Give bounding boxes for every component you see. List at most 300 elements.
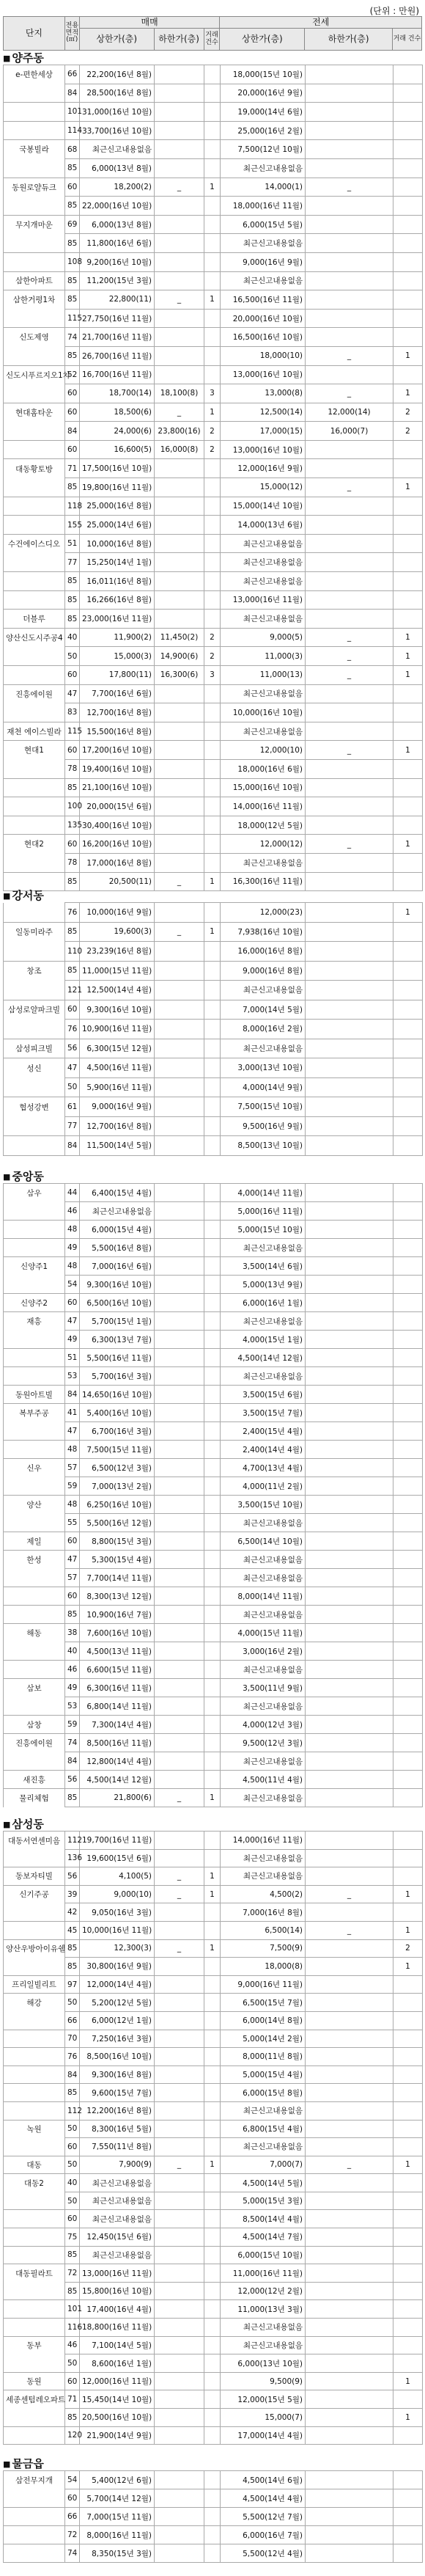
sale-high: 9,200(16년 10월)	[80, 252, 155, 271]
area: 48	[65, 1257, 80, 1276]
lease-high: 6,800(15년 4월)	[221, 2120, 306, 2138]
sale-count: 1	[204, 1867, 221, 1886]
lease-low	[306, 2544, 393, 2563]
sale-high: 7,300(14년 4월)	[80, 1716, 155, 1734]
lease-low	[306, 1661, 393, 1679]
lease-low: _	[306, 628, 393, 647]
table-row	[4, 1975, 423, 1994]
lease-low	[306, 778, 393, 797]
sale-high: 4,100(5)	[80, 1867, 155, 1886]
complex-name	[4, 1136, 65, 1156]
lease-high: 13,000(16년 11월)	[221, 590, 306, 610]
lease-count	[393, 1331, 423, 1349]
lease-count	[393, 2354, 423, 2373]
lease-count	[393, 2526, 423, 2544]
complex-name	[4, 1587, 65, 1606]
sale-high: 20,500(11)	[80, 872, 155, 891]
lease-count	[393, 572, 423, 591]
sale-high: 6,300(15년 12월)	[80, 1039, 155, 1058]
sale-high: 10,000(16년 11월)	[80, 1921, 155, 1939]
sale-count	[204, 1679, 221, 1697]
sale-high: 19,600(15년 6월)	[80, 1849, 155, 1867]
lease-high: 5,000(15년 4월)	[221, 2065, 306, 2084]
area: 115	[65, 722, 80, 741]
sale-count	[204, 65, 221, 84]
sale-high: 25,000(16년 8월)	[80, 497, 155, 516]
sale-count: 1	[204, 1789, 221, 1807]
lease-low	[306, 2246, 393, 2264]
lease-low	[306, 572, 393, 591]
square-bullet-icon: ■	[3, 1820, 11, 1829]
complex-name	[4, 1441, 65, 1459]
sale-high: 12,000(14년 4월)	[80, 1975, 155, 1994]
sale-low	[155, 778, 204, 797]
complex-name: 대동	[4, 2156, 65, 2174]
lease-high: 5,500(12년 4월)	[221, 2544, 306, 2563]
lease-count	[393, 553, 423, 572]
sale-count	[204, 610, 221, 629]
table-row	[4, 252, 423, 271]
complex-name	[4, 1367, 65, 1386]
complex-name	[4, 1958, 65, 1976]
sale-low	[155, 516, 204, 535]
lease-high: 최근신고내용없음	[221, 553, 306, 572]
sale-low	[155, 1832, 204, 1850]
sale-count	[204, 140, 221, 159]
lease-high: 최근신고내용없음	[221, 1606, 306, 1624]
lease-low	[306, 140, 393, 159]
sale-count	[204, 2192, 221, 2210]
sale-high: 15,450(14년 10월)	[80, 2390, 155, 2409]
complex-name	[4, 2426, 65, 2445]
complex-name: 진흥에이원	[4, 684, 65, 703]
lease-count	[393, 440, 423, 459]
sale-low: 18,100(8)	[155, 384, 204, 403]
area: 49	[65, 1679, 80, 1697]
lease-high: 5,000(15년 3월)	[221, 2192, 306, 2210]
table-row	[4, 872, 423, 891]
sale-count	[204, 1587, 221, 1606]
area: 85	[65, 271, 80, 290]
lease-count	[393, 1679, 423, 1697]
table-row	[4, 903, 423, 923]
section-title	[0, 1818, 425, 1831]
lease-low	[306, 590, 393, 610]
sale-high: 18,800(16년 11월)	[80, 2319, 155, 2337]
lease-low	[306, 2508, 393, 2526]
lease-count	[393, 121, 423, 140]
table-row	[4, 647, 423, 666]
sale-high: 22,000(16년 10월)	[80, 197, 155, 216]
lease-count	[393, 1459, 423, 1477]
sale-high: 17,200(16년 10월)	[80, 741, 155, 760]
sale-count	[204, 2011, 221, 2030]
lease-count	[393, 2048, 423, 2066]
lease-count	[393, 1994, 423, 2012]
sale-count	[204, 1386, 221, 1404]
sale-high: 17,500(16년 10월)	[80, 459, 155, 478]
lease-low	[306, 1136, 393, 1156]
lease-high: 최근신고내용없음	[221, 1661, 306, 1679]
sale-count	[204, 553, 221, 572]
sale-high: 11,200(15년 3월)	[80, 271, 155, 290]
sale-low	[155, 1752, 204, 1771]
complex-name	[4, 2101, 65, 2120]
area: 77	[65, 1116, 80, 1136]
lease-high: 8,000(11년 8월)	[221, 2048, 306, 2066]
lease-count	[393, 1697, 423, 1716]
area: 60	[65, 1532, 80, 1551]
section-1	[0, 889, 425, 1156]
lease-high: 15,000(16년 10월)	[221, 778, 306, 797]
section-0	[0, 51, 425, 891]
area: 85	[65, 478, 80, 497]
sale-count	[204, 215, 221, 234]
complex-name	[4, 158, 65, 178]
lease-count: 1	[393, 346, 423, 365]
table-row	[4, 703, 423, 722]
sale-count	[204, 2471, 221, 2489]
complex-name	[4, 942, 65, 962]
area: 68	[65, 140, 80, 159]
sale-count	[204, 1734, 221, 1752]
sale-count	[204, 2372, 221, 2390]
complex-name	[4, 103, 65, 122]
lease-count	[393, 1422, 423, 1441]
area: 112	[65, 1832, 80, 1850]
lease-high: 18,000(15년 10월)	[221, 65, 306, 84]
lease-low: _	[306, 835, 393, 854]
lease-count	[393, 2471, 423, 2489]
complex-name: 삼창	[4, 1716, 65, 1734]
lease-low	[306, 1404, 393, 1422]
lease-count: 1	[393, 741, 423, 760]
lease-high: 최근신고내용없음	[221, 271, 306, 290]
lease-count	[393, 1975, 423, 1994]
complex-name	[4, 252, 65, 271]
header-sale-high: 상한가(층)	[79, 29, 154, 51]
lease-low	[306, 2300, 393, 2319]
lease-high: 3,000(16년 2월)	[221, 1642, 306, 1661]
sale-high: 9,050(16년 3월)	[80, 1903, 155, 1922]
sale-low	[155, 234, 204, 253]
sale-high: 7,100(14년 5월)	[80, 2336, 155, 2354]
table-row	[4, 516, 423, 535]
lease-count	[393, 1716, 423, 1734]
sale-high: 8,800(15년 3월)	[80, 1532, 155, 1551]
lease-high: 20,000(16년 9월)	[221, 84, 306, 103]
lease-high: 최근신고내용없음	[221, 2319, 306, 2337]
sale-low	[155, 2210, 204, 2228]
sale-count	[204, 835, 221, 854]
area: 84	[65, 1386, 80, 1404]
area: 50	[65, 2120, 80, 2138]
sale-count	[204, 365, 221, 384]
header-lease-high: 상한가(층)	[220, 29, 305, 51]
lease-low	[306, 2526, 393, 2544]
lease-low: _	[306, 647, 393, 666]
sale-low	[155, 1276, 204, 1294]
complex-name: 재흥	[4, 1312, 65, 1331]
sale-low	[155, 1058, 204, 1078]
area: 85	[65, 778, 80, 797]
sale-low	[155, 797, 204, 816]
lease-high: 7,000(14년 5월)	[221, 1000, 306, 1020]
lease-high: 최근신고내용없음	[221, 1752, 306, 1771]
area: 69	[65, 215, 80, 234]
sale-low	[155, 903, 204, 923]
sale-low	[155, 2101, 204, 2120]
sale-count	[204, 2065, 221, 2084]
lease-high: 18,000(16년 6월)	[221, 759, 306, 778]
lease-low	[306, 2489, 393, 2508]
section-3	[0, 1818, 425, 2445]
lease-low	[306, 103, 393, 122]
table-row	[4, 942, 423, 962]
sale-high: 25,000(14년 6월)	[80, 516, 155, 535]
sale-high: 5,300(15년 4월)	[80, 1551, 155, 1569]
lease-high: 11,000(13년 3월)	[221, 2300, 306, 2319]
lease-count: 1	[393, 903, 423, 923]
lease-low	[306, 1459, 393, 1477]
sale-low	[155, 2264, 204, 2283]
sale-low	[155, 2300, 204, 2319]
lease-high: 최근신고내용없음	[221, 2101, 306, 2120]
table-row	[4, 572, 423, 591]
complex-name: 신도제영	[4, 328, 65, 347]
sale-high: 21,800(6)	[80, 1789, 155, 1807]
complex-name	[4, 981, 65, 1000]
complex-name	[4, 553, 65, 572]
lease-high: 최근신고내용없음	[221, 572, 306, 591]
sale-count	[204, 1116, 221, 1136]
lease-low: _	[306, 478, 393, 497]
lease-low: _	[306, 741, 393, 760]
lease-high: 18,000(12년 5월)	[221, 816, 306, 835]
lease-low	[306, 158, 393, 178]
complex-name: 일동미라주	[4, 922, 65, 942]
sale-high: 18,500(6)	[80, 403, 155, 422]
complex-name: 제일	[4, 1532, 65, 1551]
lease-high: 최근신고내용없음	[221, 1551, 306, 1569]
complex-name	[4, 346, 65, 365]
lease-high: 3,500(11년 9월)	[221, 1679, 306, 1697]
section-title-text: 삼성동	[12, 1818, 44, 1831]
area: 46	[65, 1661, 80, 1679]
area: 44	[65, 1184, 80, 1202]
sale-high: 5,400(12년 6월)	[80, 2471, 155, 2489]
sale-count	[204, 2300, 221, 2319]
sale-low	[155, 365, 204, 384]
sale-count	[204, 797, 221, 816]
lease-low	[306, 252, 393, 271]
lease-count	[393, 234, 423, 253]
header-lease: 전세	[220, 17, 422, 29]
sale-count	[204, 2489, 221, 2508]
table-row	[4, 1832, 423, 1850]
complex-name: 현대1	[4, 741, 65, 760]
area: 60	[65, 440, 80, 459]
sale-count	[204, 1020, 221, 1039]
area: 52	[65, 365, 80, 384]
sale-count: 1	[204, 872, 221, 891]
sale-low: _	[155, 922, 204, 942]
price-table	[3, 1183, 423, 1807]
complex-name	[4, 853, 65, 872]
sale-high: 11,000(15년 11월)	[80, 961, 155, 981]
lease-high: 7,000(16년 8월)	[221, 1903, 306, 1922]
lease-count	[393, 215, 423, 234]
area: 47	[65, 684, 80, 703]
sale-high: 6,800(14년 11월)	[80, 1697, 155, 1716]
lease-low	[306, 2426, 393, 2445]
sale-low	[155, 1422, 204, 1441]
table-row	[4, 1257, 423, 1276]
lease-count	[393, 1606, 423, 1624]
lease-high: 9,500(9)	[221, 2372, 306, 2390]
sale-high: 12,200(16년 8월)	[80, 2101, 155, 2120]
lease-high: 최근신고내용없음	[221, 1367, 306, 1386]
table-row	[4, 2372, 423, 2390]
lease-low	[306, 2264, 393, 2283]
sale-count	[204, 1294, 221, 1312]
table-header	[3, 16, 422, 51]
lease-count	[393, 610, 423, 629]
sale-count	[204, 534, 221, 553]
table-row	[4, 1221, 423, 1239]
lease-high: 6,000(16년 1월)	[221, 1294, 306, 1312]
complex-name: 더블루	[4, 610, 65, 629]
lease-count	[393, 2210, 423, 2228]
sale-low	[155, 1958, 204, 1976]
sale-count	[204, 1331, 221, 1349]
lease-count	[393, 1661, 423, 1679]
area: 83	[65, 703, 80, 722]
complex-name	[4, 1349, 65, 1367]
sale-count	[204, 478, 221, 497]
table-row	[4, 1697, 423, 1716]
sale-low	[155, 1903, 204, 1922]
sale-low	[155, 553, 204, 572]
lease-low	[306, 1975, 393, 1994]
table-row	[4, 2228, 423, 2247]
table-row	[4, 346, 423, 365]
complex-name	[4, 1239, 65, 1257]
square-bullet-icon: ■	[3, 54, 11, 63]
sale-count	[204, 778, 221, 797]
sale-high: 6,250(16년 10월)	[80, 1496, 155, 1514]
table-row	[4, 610, 423, 629]
price-table	[3, 65, 423, 891]
sale-low	[155, 1386, 204, 1404]
lease-low	[306, 2120, 393, 2138]
lease-high: 4,500(14년 6월)	[221, 2471, 306, 2489]
lease-low	[306, 459, 393, 478]
complex-name: 세종센텀레오파트	[4, 2390, 65, 2409]
lease-low	[306, 271, 393, 290]
area: 135	[65, 816, 80, 835]
sale-high: 27,750(16년 11월)	[80, 309, 155, 328]
lease-count	[393, 942, 423, 962]
complex-name	[4, 422, 65, 441]
complex-name: 대동서연센미음	[4, 1832, 65, 1850]
section-title-text: 물금읍	[12, 2457, 44, 2470]
complex-name	[4, 1697, 65, 1716]
lease-high: 7,500(9)	[221, 1939, 306, 1958]
sale-count	[204, 2174, 221, 2192]
sale-low	[155, 1077, 204, 1097]
sale-count	[204, 328, 221, 347]
sale-low	[155, 2246, 204, 2264]
sale-low	[155, 197, 204, 216]
complex-name	[4, 2544, 65, 2563]
complex-name	[4, 2508, 65, 2526]
complex-name	[4, 384, 65, 403]
sale-low	[155, 1184, 204, 1202]
sale-high: 8,000(16년 11월)	[80, 2526, 155, 2544]
area: 85	[65, 290, 80, 310]
lease-low	[306, 2138, 393, 2156]
lease-low	[306, 1606, 393, 1624]
area: 60	[65, 741, 80, 760]
sale-count	[204, 2508, 221, 2526]
complex-name	[4, 309, 65, 328]
sale-high: 6,500(16년 10월)	[80, 1294, 155, 1312]
table-row	[4, 1276, 423, 1294]
lease-count	[393, 1624, 423, 1642]
table-row	[4, 2101, 423, 2120]
sale-count	[204, 2426, 221, 2445]
sale-low: _	[155, 290, 204, 310]
lease-low: 12,000(14)	[306, 403, 393, 422]
sale-high: 6,400(15년 4월)	[80, 1184, 155, 1202]
sale-low	[155, 1569, 204, 1587]
lease-low	[306, 2471, 393, 2489]
lease-low	[306, 2228, 393, 2247]
complex-name	[4, 1514, 65, 1532]
sale-count	[204, 1569, 221, 1587]
sale-high: 12,700(16년 8월)	[80, 703, 155, 722]
lease-low	[306, 1020, 393, 1039]
table-row	[4, 497, 423, 516]
lease-count	[393, 1496, 423, 1514]
sale-count	[204, 103, 221, 122]
sale-low	[155, 1257, 204, 1276]
complex-name	[4, 666, 65, 685]
sale-low: _	[155, 2156, 204, 2174]
area: 85	[65, 346, 80, 365]
sale-high: 10,000(16년 8월)	[80, 534, 155, 553]
lease-high: 14,000(16년 11월)	[221, 797, 306, 816]
lease-count	[393, 84, 423, 103]
lease-count	[393, 1903, 423, 1922]
lease-high: 최근신고내용없음	[221, 1697, 306, 1716]
table-row	[4, 2300, 423, 2319]
sale-high: 7,000(15년 11월)	[80, 2508, 155, 2526]
area: 78	[65, 853, 80, 872]
lease-low	[306, 1994, 393, 2012]
sale-high: 5,700(14년 12월)	[80, 2489, 155, 2508]
sale-count	[204, 981, 221, 1000]
complex-name	[4, 1020, 65, 1039]
sale-count	[204, 684, 221, 703]
lease-low	[306, 2319, 393, 2337]
lease-high: 12,000(23)	[221, 903, 306, 923]
sale-count	[204, 2336, 221, 2354]
sale-count	[204, 158, 221, 178]
area: 60	[65, 2489, 80, 2508]
sale-count	[204, 1606, 221, 1624]
